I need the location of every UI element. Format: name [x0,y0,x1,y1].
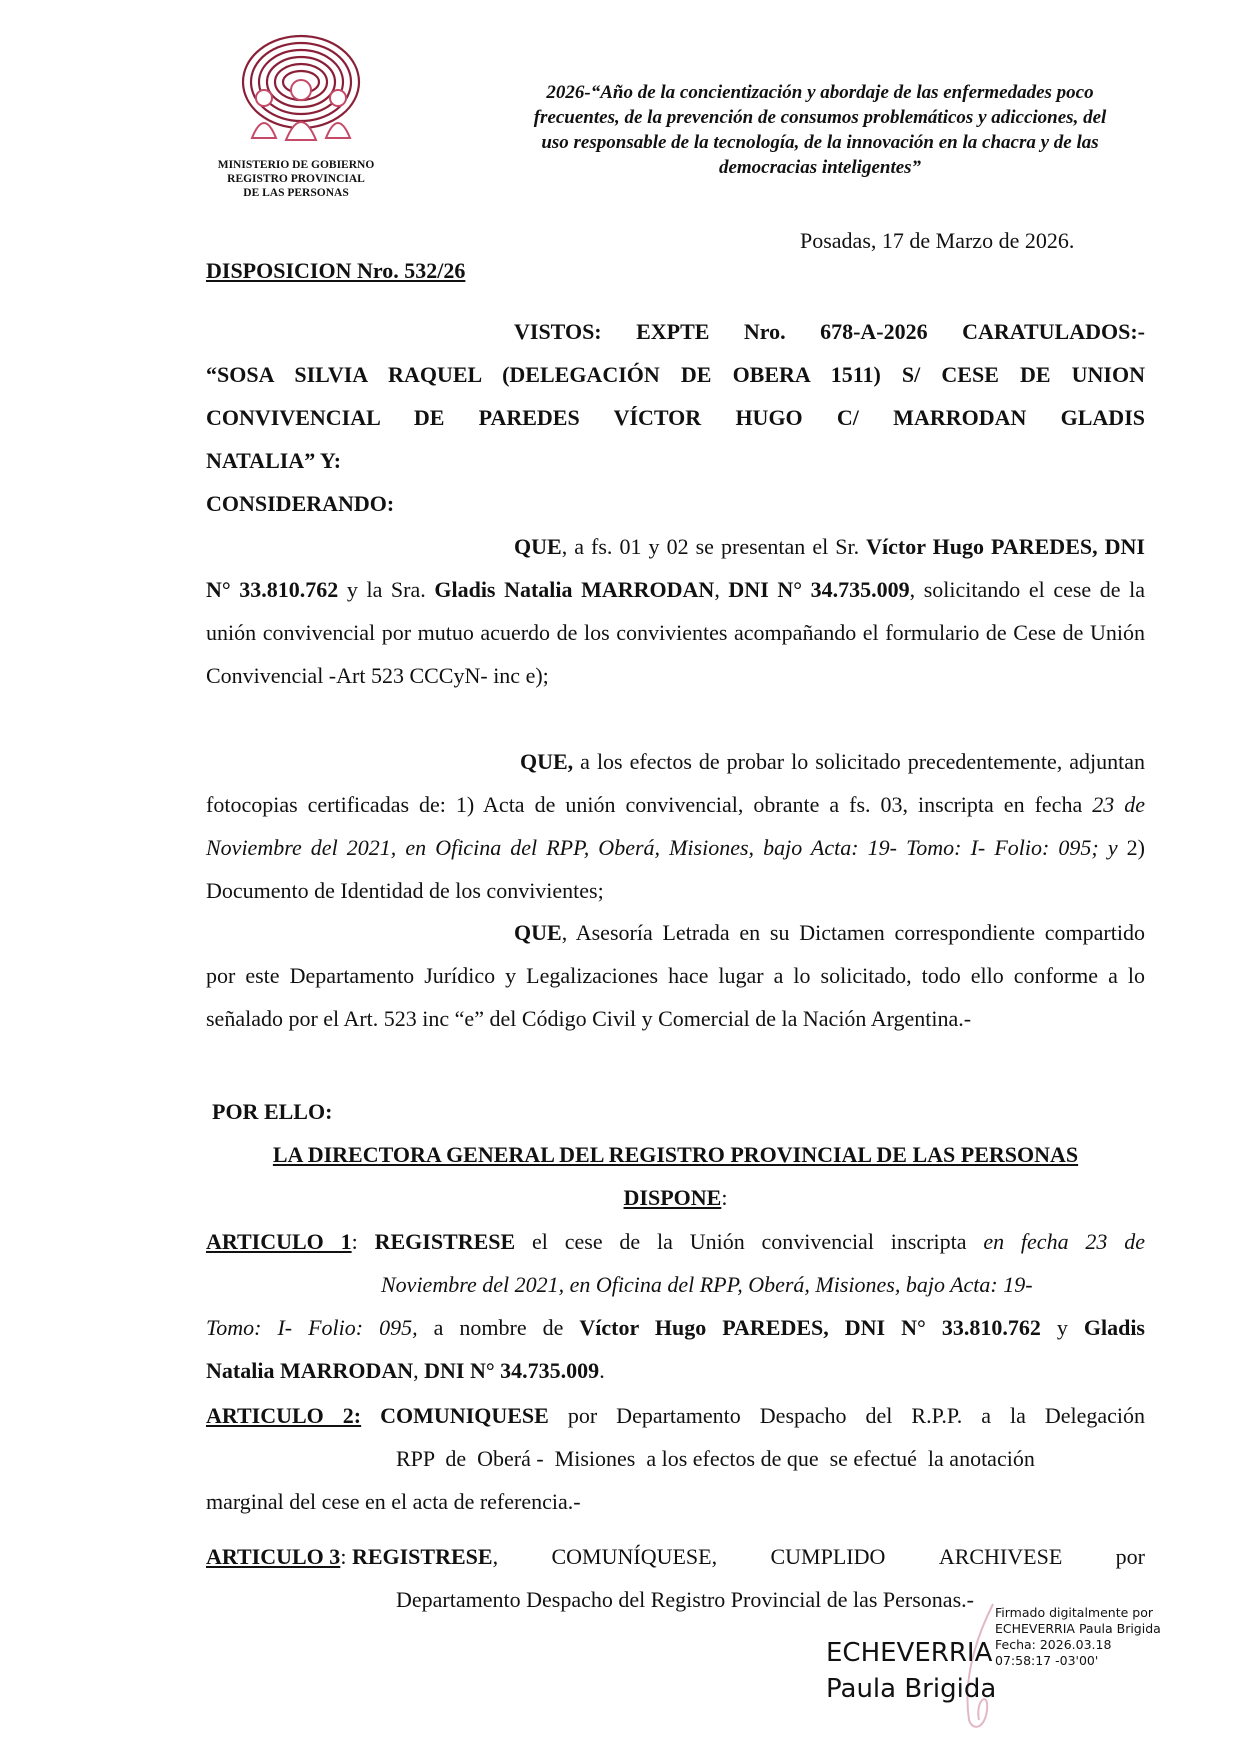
article-verb: REGISTRESE [351,1544,493,1569]
article-2 [206,1394,1145,1523]
que-paragraph-2 [206,740,1145,912]
article-bold: Gladis [1083,1315,1145,1340]
ministry-caption [196,158,396,200]
signature-info-line: Firmado digitalmente por [995,1605,1153,1620]
article-text: RPP de Oberá - Misiones a los efectos de que se efectué la anotación [396,1446,1035,1471]
article-word: CUMPLIDO [770,1544,886,1569]
article-text: , [413,1358,425,1383]
article-2-line-3 [206,1480,1145,1523]
article-verb: COMUNIQUESE [380,1403,549,1428]
que-text: a los efectos de probar lo solicitado precedentemente, adjuntan fotocopias certificadas de: 1) Acta de unión convivencial, obrante a fs. 03, inscripta en fecha [206,749,1145,817]
disposition-number: DISPOSICION Nro. 532/26 [206,258,466,283]
article-bold: Víctor Hugo PAREDES, DNI N° 33.810.762 [579,1315,1041,1340]
motto-line-4: democracias inteligentes” [718,157,922,178]
que-bold: DNI N° 34.735.009 [728,577,910,602]
dispone-colon: : [721,1185,728,1210]
que-lead: QUE [514,534,562,559]
vistos-text: CONVIVENCIAL DE PAREDES VÍCTOR HUGO C/ MARRODAN GLADIS [206,405,1145,430]
fingerprint-people-logo-icon [236,32,366,144]
article-text: y [1040,1315,1084,1340]
signature-name [826,1635,996,1707]
article-colon: : [351,1229,358,1254]
que-bold: Gladis Natalia MARRODAN [434,577,715,602]
vistos-word: Nro. [743,319,786,344]
article-comma: , [492,1544,499,1569]
article-2-line-2 [206,1437,1145,1480]
que-paragraph-1 [206,525,1145,697]
article-word: COMUNÍQUESE, [551,1544,718,1569]
article-label: ARTICULO 3 [206,1544,341,1569]
signer-surname: ECHEVERRIA [826,1638,993,1668]
vistos-word: CARATULADOS:- [962,319,1145,344]
article-bold: DNI N° 34.735.009 [424,1358,600,1383]
que-text: , solicitando el cese de la unión convivencial por mutuo acuerdo de los convivientes acompañando el formulario de Cese de Unión Convivencial -Art 523 CCCyN- inc e); [206,577,1146,688]
que-text: 2) Documento de Identidad de los convivientes; [206,835,1146,903]
article-1-line-4 [206,1349,1145,1392]
article-3-lead [206,1535,498,1578]
article-label: ARTICULO 1 [206,1229,352,1254]
signature-info-line: 07:58:17 -03'00' [995,1653,1099,1668]
vistos-section [206,310,1145,525]
signer-given-names: Paula Brigida [826,1674,997,1704]
que-italic: 23 de Noviembre del 2021, en Oficina del RPP, Oberá, Misiones, bajo Acta: 19- Tomo: I- Folio: 095; y [206,792,1145,860]
year-motto [490,80,1150,180]
document-date: Posadas, 17 de Marzo de 2026. [800,228,1075,253]
article-italic: en fecha 23 de [983,1229,1145,1254]
considerando-heading [206,482,1145,525]
signature-info-line: ECHEVERRIA Paula Brigida [995,1621,1161,1636]
article-1-line-1 [206,1220,1145,1263]
article-3-line-1 [206,1535,1145,1578]
que-text: , [714,577,729,602]
article-1-line-2 [206,1263,1145,1306]
motto-line-2: frecuentes, de la prevención de consumos problemáticos y adicciones, del [533,107,1107,128]
article-italic: Tomo: I- Folio: 095, [206,1315,418,1340]
registry-logo [236,32,366,144]
article-text: por Departamento Despacho del R.P.P. a la Delegación [548,1403,1146,1428]
article-text: Departamento Despacho del Registro Provincial de las Personas.- [396,1587,974,1612]
vistos-line-2 [206,353,1145,396]
article-label: ARTICULO 2: [206,1403,362,1428]
que-text: , a fs. 01 y 02 se presentan el Sr. [561,534,867,559]
article-text: marginal del cese en el acta de referencia.- [206,1489,581,1514]
article-2-line-1 [206,1394,1145,1437]
article-colon: : [340,1544,347,1569]
vistos-first-line [206,310,1145,353]
article-verb: REGISTRESE [374,1229,516,1254]
article-word: por [1115,1544,1145,1569]
article-text: . [599,1358,605,1383]
ministry-line-1: MINISTERIO DE GOBIERNO [217,159,375,171]
motto-line-3: uso responsable de la tecnología, de la innovación en la chacra y de las [541,132,1099,153]
article-text: el cese de la Unión convivencial inscripta [515,1229,984,1254]
article-word: ARCHIVESE [938,1544,1063,1569]
que-bold: Víctor Hugo PAREDES, DNI N° 33.810.762 [206,534,1145,602]
considerando-text: CONSIDERANDO: [206,491,395,516]
ministry-line-3: DE LAS PERSONAS [243,187,349,199]
ministry-line-2: REGISTRO PROVINCIAL [227,173,365,185]
que-lead: QUE, [520,749,574,774]
que-paragraph-3 [206,911,1145,1040]
motto-line-1: 2026-“Año de la concientización y abordaje de las enfermedades poco [546,82,1094,103]
article-1-line-3 [206,1306,1145,1349]
vistos-text: “SOSA SILVIA RAQUEL (DELEGACIÓN DE OBERA 1511) S/ CESE DE UNION [206,362,1145,387]
article-italic: Noviembre del 2021, en Oficina del RPP, Oberá, Misiones, bajo Acta: 19- [381,1272,1033,1297]
vistos-word: 678-A-2026 [820,319,928,344]
vistos-line-4 [206,439,1145,482]
que-lead: QUE [514,920,562,945]
vistos-text: NATALIA” Y: [206,448,342,473]
article-text: a nombre de [417,1315,580,1340]
article-1 [206,1220,1145,1392]
article-bold: Natalia MARRODAN [206,1358,414,1383]
vistos-word: EXPTE [636,319,710,344]
vistos-line-3 [206,396,1145,439]
por-ello [212,1090,332,1133]
authority-heading [206,1133,1145,1219]
por-ello-text: POR ELLO: [212,1099,333,1124]
authority-text: LA DIRECTORA GENERAL DEL REGISTRO PROVINCIAL DE LAS PERSONAS [272,1142,1079,1167]
signature-info [995,1605,1161,1669]
que-text: y la Sra. [338,577,435,602]
que-text: , Asesoría Letrada en su Dictamen correspondiente compartido por este Departamento Jurídico y Legalizaciones hace lugar a lo solicitado, todo ello conforme a lo señalado por el Art. 523 inc “e” del Código Civil y Comercial de la Nación Argentina.- [206,920,1145,1031]
signature-info-line: Fecha: 2026.03.18 [995,1637,1112,1652]
vistos-word: VISTOS: [514,319,602,344]
dispone-heading: DISPONE [623,1185,722,1210]
